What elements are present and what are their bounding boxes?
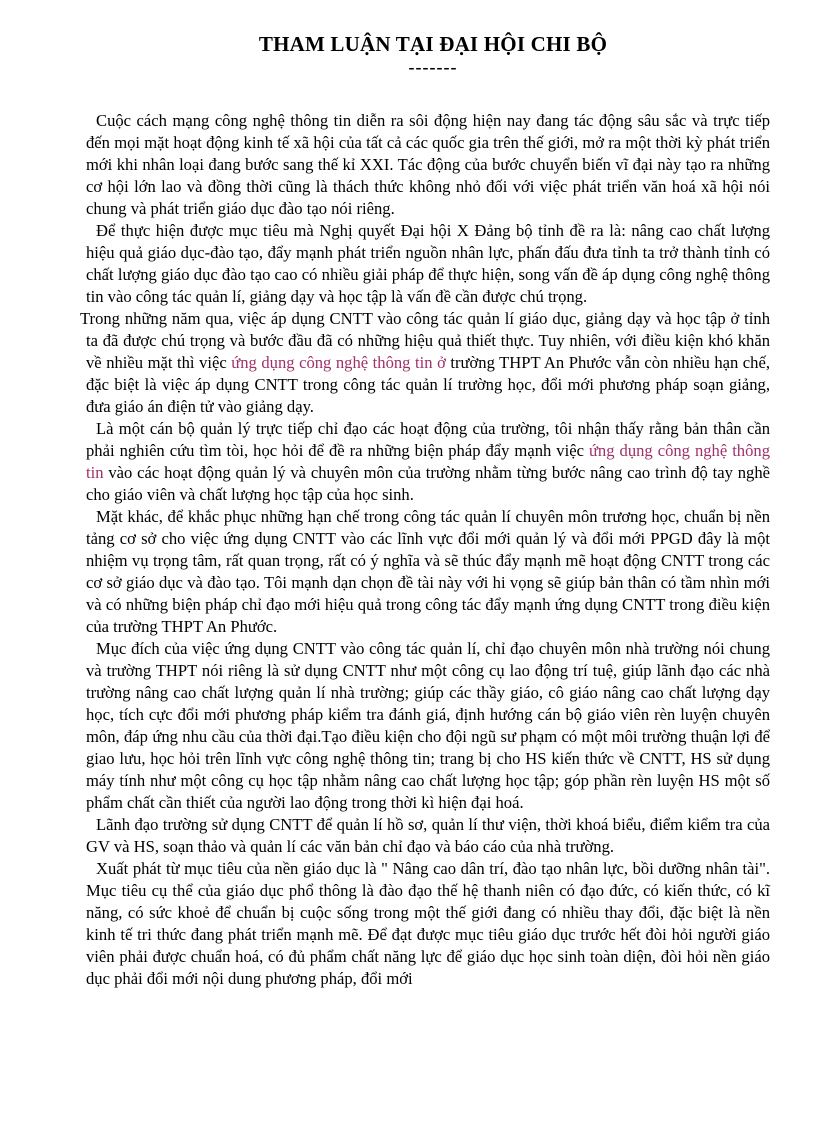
document-title: THAM LUẬN TẠI ĐẠI HỘI CHI BỘ xyxy=(258,32,608,56)
paragraph-3-text-b: trường THPT An Phước vẫn còn nhiều hạn chế, đặc biệt là việc áp dụng CNTT trong công tác quản lí trường học, đổi mới phương pháp soạn giảng, đưa giáo án điện tử vào giảng dạy. xyxy=(86,353,770,416)
document-page xyxy=(80,30,770,990)
paragraph-1: Cuộc cách mạng công nghệ thông tin diễn ra sôi động hiện nay đang tác động sâu sắc và trực tiếp đến mọi mặt hoạt động kinh tế xã hội của tất cả các quốc gia trên thế giới, mở ra một thời kỳ phát triển mới khi nhân loại đang bước sang thế kỉ XXI. Tác động của bước chuyển biến vĩ đại này tạo ra những cơ hội lớn lao và đồng thời cũng là thách thức không nhỏ đối với việc phát triển văn hoá xã hội nói chung và phát triển giáo dục đào tạo nói riêng. xyxy=(86,111,770,218)
paragraph-8: Xuất phát từ mục tiêu của nền giáo dục là " Nâng cao dân trí, đào tạo nhân lực, bồi dưỡng nhân tài". Mục tiêu cụ thể của giáo dục phổ thông là đào đạo thế hệ thanh niên có đạo đức, có kiến thức, có kĩ năng, có sức khoẻ để chuẩn bị cuộc sống trong một thế giới đang có nhiều thay đổi, đặc biệt là nền kinh tế tri thức đang phát triển mạnh mẽ. Để đạt được mục tiêu giáo dục trước hết đòi hỏi người giáo viên phải được chuẩn hoá, có đủ phẩm chất năng lực để giáo dục học sinh toàn diện, đòi hỏi nền giáo dục phải đổi mới nội dung phương pháp, đổi mới xyxy=(86,859,770,988)
paragraph-6: Mục đích của việc ứng dụng CNTT vào công tác quản lí, chỉ đạo chuyên môn nhà trường nói chung và trường THPT nói riêng là sử dụng CNTT như một công cụ lao động trí tuệ, giúp lãnh đạo các nhà trường nâng cao chất lượng quản lí nhà trường; giúp các thầy giáo, cô giáo nâng cao chất lượng dạy học, tích cực đổi mới phương pháp kiểm tra đánh giá, định hướng cán bộ giáo viên rèn luyện chuyên môn, đáp ứng nhu cầu của thời đại.Tạo điều kiện cho đội ngũ sư phạm có một môi trường thuận lợi để giao lưu, học hỏi trên lĩnh vực công nghệ thông tin; trang bị cho HS kiến thức về CNTT, HS sử dụng máy tính như một công cụ học tập nhằm nâng cao chất lượng học tập; góp phần rèn luyện HS một số phẩm chất cần thiết của người lao động trong thời kì hiện đại hoá. xyxy=(86,639,770,812)
paragraph-3-highlight: ứng dụng công nghệ thông tin ở xyxy=(231,353,446,372)
paragraph-4 xyxy=(86,418,770,506)
paragraph-4-highlight: ứng dụng công nghệ thông tin xyxy=(86,441,770,482)
title-divider: ------- xyxy=(408,57,458,77)
paragraph-3 xyxy=(80,308,770,418)
paragraph-3-text-a: Trong những năm qua, việc áp dụng CNTT vào công tác quản lí giáo dục, giảng dạy và học tập ở tỉnh ta đã được chú trọng và bước đầu đã có những hiệu quả thiết thực. Tuy nhiên, với điều kiện khó khăn về nhiều mặt thì việc xyxy=(80,309,770,372)
paragraph-4-text-b: vào các hoạt động quản lý và chuyên môn của trường nhằm từng bước nâng cao trình độ tay nghề cho giáo viên và chất lượng học tập của học sinh. xyxy=(86,463,770,504)
paragraph-5: Mặt khác, để khắc phục những hạn chế trong công tác quản lí chuyên môn trương học, chuẩn bị nền tảng cơ sở cho việc ứng dụng CNTT vào các lĩnh vực đổi mới quản lý và đổi mới PPGD đây là một nhiệm vụ trọng tâm, rất quan trọng, rất có ý nghĩa và sẽ thúc đẩy mạnh mẽ hoạt động CNTT trong các cơ sở giáo dục và đào tạo. Tôi mạnh dạn chọn đề tài này với hi vọng sẽ giúp bản thân có tầm nhìn mới và có những biện pháp chỉ đạo mới hiệu quả trong công tác đẩy mạnh ứng dụng CNTT trong điều kiện của trường THPT An Phước. xyxy=(86,507,770,636)
paragraph-2: Để thực hiện được mục tiêu mà Nghị quyết Đại hội X Đảng bộ tỉnh đề ra là: nâng cao chất lượng hiệu quả giáo dục-đào tạo, đẩy mạnh phát triển nguồn nhân lực, phấn đấu đưa tỉnh ta trở thành tỉnh có chất lượng giáo dục đào tạo cao có nhiều giải pháp để thực hiện, song vấn đề áp dụng công nghệ thông tin vào công tác quản lí, giảng dạy và học tập là vấn đề cần được chú trọng. xyxy=(86,221,770,306)
paragraph-7: Lãnh đạo trường sử dụng CNTT để quản lí hồ sơ, quản lí thư viện, thời khoá biểu, điểm kiểm tra của GV và HS, soạn thảo và quản lí các văn bản chỉ đạo và báo cáo của nhà trường. xyxy=(86,815,770,856)
paragraph-4-text-a: Là một cán bộ quản lý trực tiếp chỉ đạo các hoạt động của trường, tôi nhận thấy rằng bản thân cần phải nghiên cứu tìm tòi, học hỏi để đề ra những biện pháp đẩy mạnh việc xyxy=(86,419,770,460)
